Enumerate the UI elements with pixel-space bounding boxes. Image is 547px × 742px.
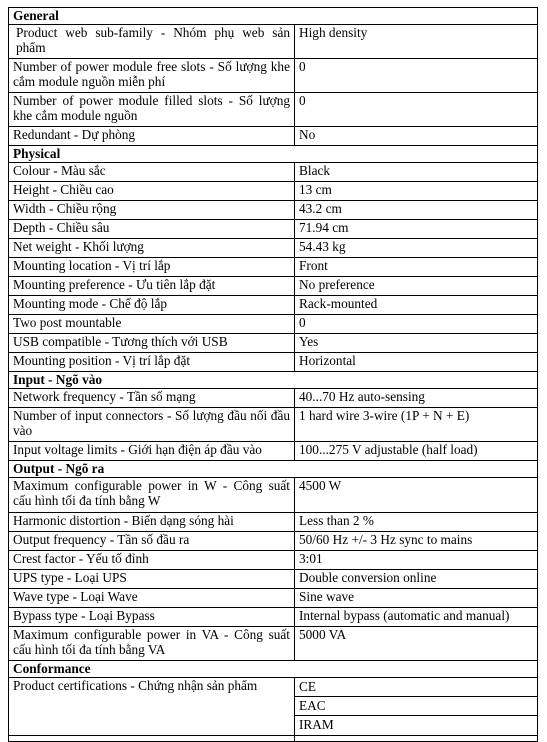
table-row [9,570,538,589]
table-row [9,478,538,513]
spec-label: Bypass type - Loại Bypass [9,608,295,627]
table-row [9,239,538,258]
spec-label: Maximum configurable power in W - Công suất cấu hình tối đa tính bằng W [9,478,295,513]
spec-value: 43.2 cm [295,201,538,220]
spec-value: No [295,127,538,146]
table-row [9,258,538,277]
spec-label: Mounting position - Vị trí lắp đặt [9,353,295,372]
table-row [9,201,538,220]
table-row [9,353,538,372]
spec-label: Colour - Màu sắc [9,163,295,182]
spec-value: No preference [295,277,538,296]
spec-value: 13 cm [295,182,538,201]
spec-label: Redundant - Dự phòng [9,127,295,146]
table-row [9,678,538,736]
spec-value: Sine wave [295,589,538,608]
spec-label: UPS type - Loại UPS [9,570,295,589]
spec-label: Mounting location - Vị trí lắp [9,258,295,277]
spec-value: Front [295,258,538,277]
spec-label: Network frequency - Tần số mạng [9,389,295,408]
spec-value: 100...275 V adjustable (half load) [295,442,538,461]
table-row [9,513,538,532]
table-row [9,389,538,408]
spec-label: Number of input connectors - Số lượng đầu nối đầu vào [9,408,295,442]
section-title-conformance: Conformance [9,661,538,678]
table-row [9,220,538,239]
empty-cell [295,736,538,742]
spec-value: Less than 2 % [295,513,538,532]
table-row-empty [9,736,538,742]
spec-value: 4500 W [295,478,538,513]
table-row [9,277,538,296]
section-header-row [9,146,538,163]
spec-label: Two post mountable [9,315,295,334]
table-row [9,589,538,608]
table-row [9,182,538,201]
spec-label: Width - Chiều rộng [9,201,295,220]
spec-value: 50/60 Hz +/- 3 Hz sync to mains [295,532,538,551]
section-title-general: General [9,8,538,25]
section-header-row [9,661,538,678]
table-row [9,442,538,461]
spec-label: Crest factor - Yếu tố đỉnh [9,551,295,570]
spec-label: Harmonic distortion - Biến dạng sóng hài [9,513,295,532]
certification-list [295,678,538,736]
spec-value: 0 [295,59,538,93]
spec-value: 5000 VA [295,627,538,661]
table-row [9,163,538,182]
spec-label: Input voltage limits - Giới hạn điện áp đầu vào [9,442,295,461]
spec-value: Double conversion online [295,570,538,589]
section-header-row [9,8,538,25]
table-row [9,315,538,334]
table-row [9,296,538,315]
spec-value: 0 [295,93,538,127]
section-header-row [9,461,538,478]
table-row [9,127,538,146]
spec-value: 3:01 [295,551,538,570]
spec-value: High density [295,25,538,59]
spec-label: Mounting preference - Ưu tiên lắp đặt [9,277,295,296]
spec-value: Rack-mounted [295,296,538,315]
spec-label: Height - Chiều cao [9,182,295,201]
spec-label: USB compatible - Tương thích với USB [9,334,295,353]
spec-value: Yes [295,334,538,353]
spec-label: Depth - Chiều sâu [9,220,295,239]
spec-label: Mounting mode - Chế độ lắp [9,296,295,315]
certification-item: IRAM [295,715,537,734]
table-row [9,25,538,59]
spec-label: Product web sub-family - Nhóm phụ web sản phẩm [9,25,295,59]
spec-label: Net weight - Khối lượng [9,239,295,258]
spec-value: 40...70 Hz auto-sensing [295,389,538,408]
spec-label: Product certifications - Chứng nhận sản phẩm [9,678,295,736]
spec-label: Number of power module filled slots - Số lượng khe cắm module nguồn [9,93,295,127]
table-row [9,93,538,127]
section-title-physical: Physical [9,146,538,163]
table-row [9,59,538,93]
spec-value: Internal bypass (automatic and manual) [295,608,538,627]
table-row [9,334,538,353]
certification-item: CE [299,679,316,694]
spec-value: 71.94 cm [295,220,538,239]
table-row [9,532,538,551]
table-row [9,608,538,627]
spec-label: Output frequency - Tần số đầu ra [9,532,295,551]
spec-value: 0 [295,315,538,334]
spec-label: Number of power module free slots - Số lượng khe cắm module nguồn miễn phí [9,59,295,93]
section-title-input: Input - Ngõ vào [9,372,538,389]
spec-value: Black [295,163,538,182]
table-row [9,627,538,661]
spec-label: Wave type - Loại Wave [9,589,295,608]
specification-table [8,7,538,742]
empty-cell [9,736,295,742]
table-row [9,408,538,442]
spec-label: Maximum configurable power in VA - Công suất cấu hình tối đa tính bằng VA [9,627,295,661]
spec-value: Horizontal [295,353,538,372]
section-title-output: Output - Ngõ ra [9,461,538,478]
spec-value: 54.43 kg [295,239,538,258]
table-row [9,551,538,570]
certification-item: EAC [295,696,537,715]
spec-value: 1 hard wire 3-wire (1P + N + E) [295,408,538,442]
section-header-row [9,372,538,389]
